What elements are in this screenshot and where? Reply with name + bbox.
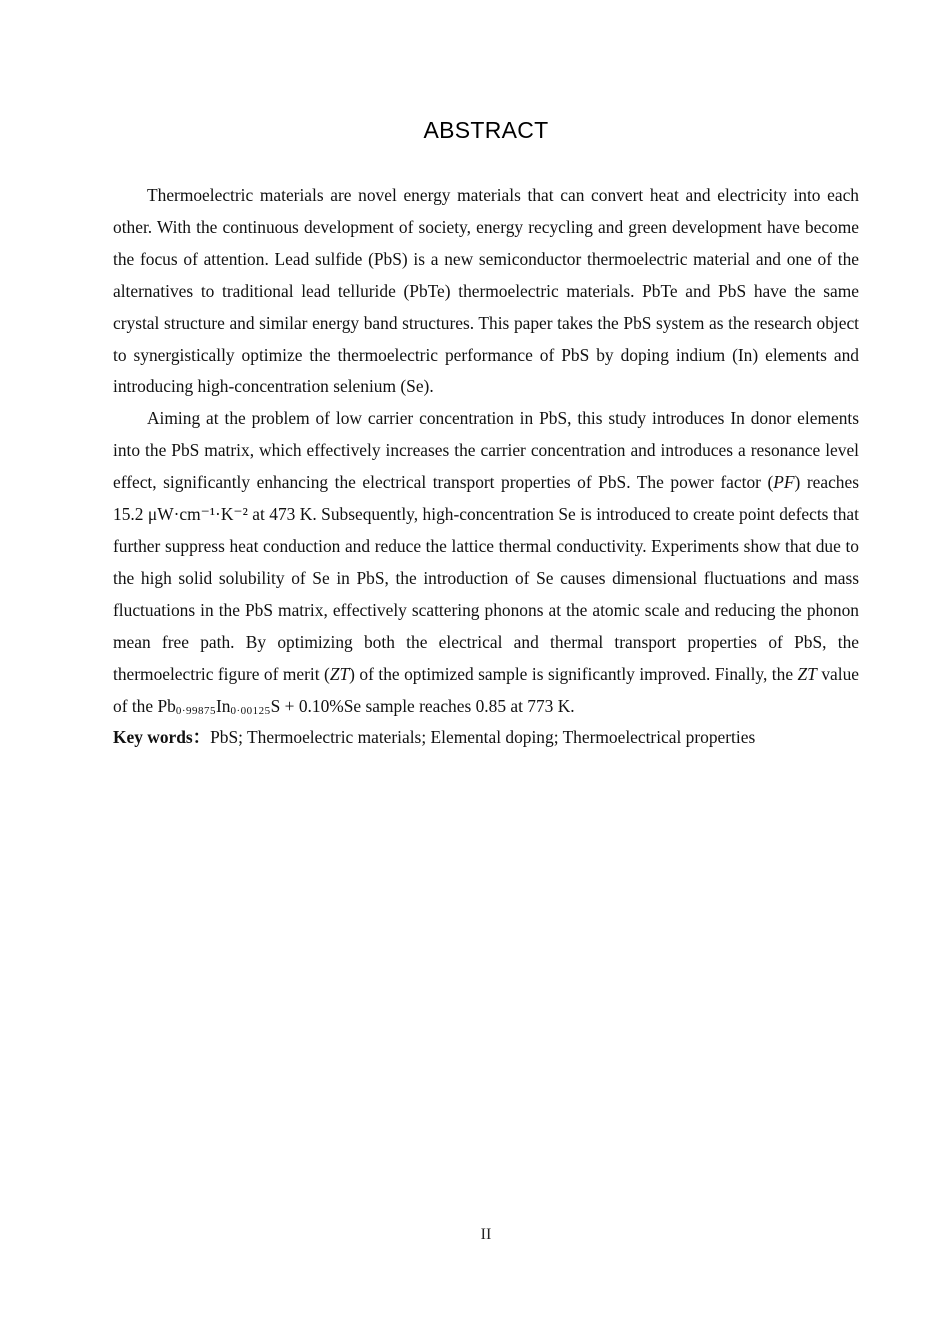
keywords-line [113,722,859,754]
formula-rest: S + 0.10%Se [270,695,362,716]
keywords-label: Key words [113,727,193,748]
page-title: ABSTRACT [423,117,549,143]
keyword-item: Thermoelectric materials [247,727,422,748]
paragraph-text: sample reaches 0.85 at 773 K. [361,695,575,716]
keyword-separator: ; [421,727,431,748]
power-factor-symbol: PF [773,472,795,493]
formula-subscript-in: 0·00125 [230,704,271,717]
zt-symbol: ZT [329,663,350,684]
abstract-body [113,180,859,754]
zt-symbol: ZT [797,663,817,684]
paragraph-text: value of the [113,663,859,716]
abstract-paragraph-2 [113,403,859,722]
keyword-separator: ; [553,727,563,748]
keyword-item: Elemental doping [430,727,554,748]
paragraph-text: Aiming at the problem of low carrier concentration in PbS, this study introduces In donor elements into the PbS matrix, which effectively increases the carrier concentration and introduces a resonance level effect, significantly enhancing the electrical transport properties of PbS. The power factor ( [113,408,859,493]
page-number: II [480,1226,492,1243]
keywords-colon: ： [192,727,211,748]
keyword-item: PbS [210,727,239,748]
formula-element-in: In [215,695,231,716]
paragraph-text: ) of the optimized sample is significantly improved. Finally, the [349,663,798,684]
formula-element-pb: Pb [157,695,176,716]
keyword-separator: ; [238,727,248,748]
formula-subscript-pb: 0·99875 [175,704,216,717]
sample-formula [157,696,361,716]
paragraph-text: ) reaches 15.2 μW·cm⁻¹·K⁻² at 473 K. Subsequently, high-concentration Se is introduced to create point defects that further suppress heat conduction and reduce the lattice thermal conductivity. Experiments show that due to the high solid solubility of Se in PbS, the introduction of Se causes dimensional fluctuations and mass fluctuations in the PbS matrix, effectively scattering phonons at the atomic scale and reducing the phonon mean free path. By optimizing both the electrical and thermal transport properties of PbS, the thermoelectric figure of merit ( [113,472,859,684]
abstract-paragraph-1: Thermoelectric materials are novel energy materials that can convert heat and electricity into each other. With the continuous development of society, energy recycling and green development have become the focus of attention. Lead sulfide (PbS) is a new semiconductor thermoelectric material and one of the alternatives to traditional lead telluride (PbTe) thermoelectric materials. PbTe and PbS have the same crystal structure and similar energy band structures. This paper takes the PbS system as the research object to synergistically optimize the thermoelectric performance of PbS by doping indium (In) elements and introducing high-concentration selenium (Se). [113,185,859,397]
keyword-item: Thermoelectrical properties [562,727,756,748]
